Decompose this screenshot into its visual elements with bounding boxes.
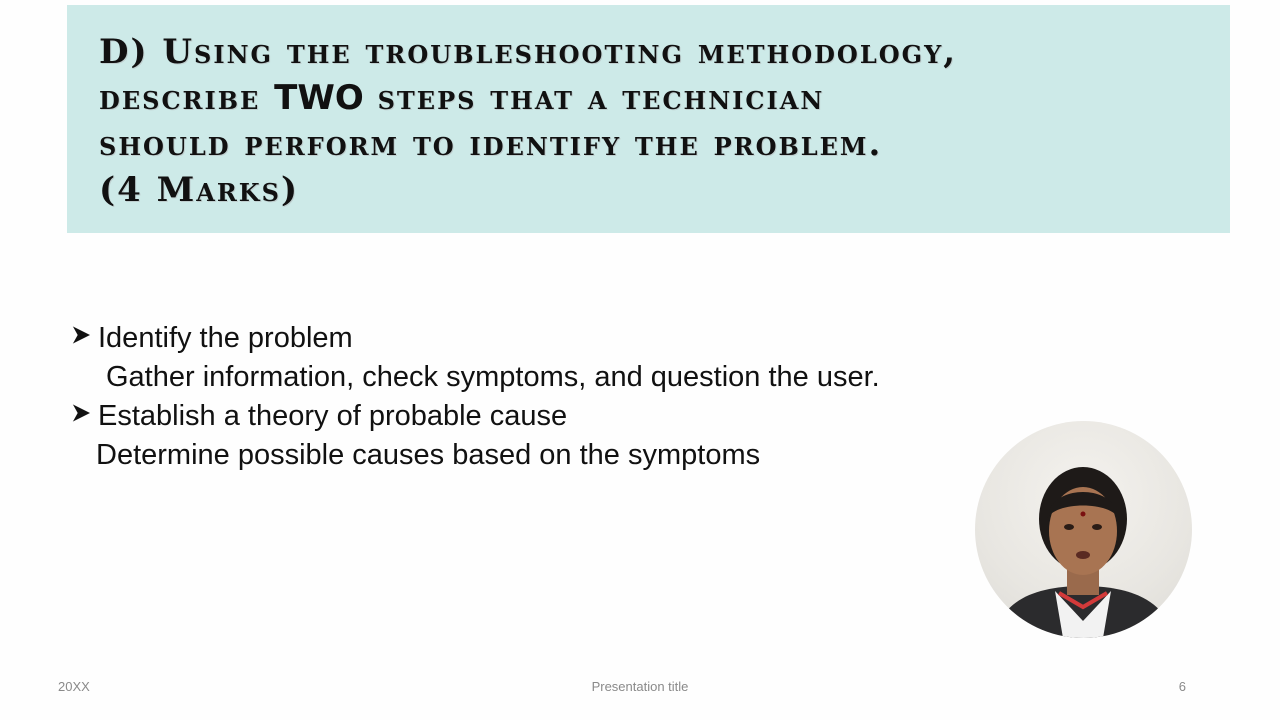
bullet-detail: Gather information, check symptoms, and question the user. <box>106 361 880 393</box>
title-line-3: should perform to identify the problem. <box>99 124 883 164</box>
arrowhead-bullet-icon <box>70 402 98 430</box>
bullet-item <box>70 318 1010 358</box>
title-line-2 <box>99 75 1230 121</box>
bullet-list <box>70 318 1010 474</box>
arrowhead-bullet-icon <box>70 324 98 352</box>
title-line-2-end: steps that a technician <box>363 78 825 118</box>
bullet-detail: Determine possible causes based on the symptoms <box>96 439 761 471</box>
title-line-1: D) Using the troubleshooting methodology, <box>99 32 958 72</box>
presenter-webcam <box>975 421 1192 638</box>
bullet-heading: Identify the problem <box>98 321 353 354</box>
footer-date: 20XX <box>58 679 90 694</box>
bullet-item <box>70 396 1010 436</box>
slide-title <box>99 29 1230 213</box>
presenter-silhouette-icon <box>975 421 1192 638</box>
footer-page-number: 6 <box>1178 679 1186 694</box>
bullet-heading: Establish a theory of probable cause <box>98 399 568 432</box>
title-emphasis-two: TWO <box>274 78 364 118</box>
title-line-2-start: describe <box>99 78 275 118</box>
title-box <box>67 5 1230 233</box>
title-marks: (4 Marks) <box>99 170 300 210</box>
footer-presentation-title: Presentation title <box>591 679 689 694</box>
